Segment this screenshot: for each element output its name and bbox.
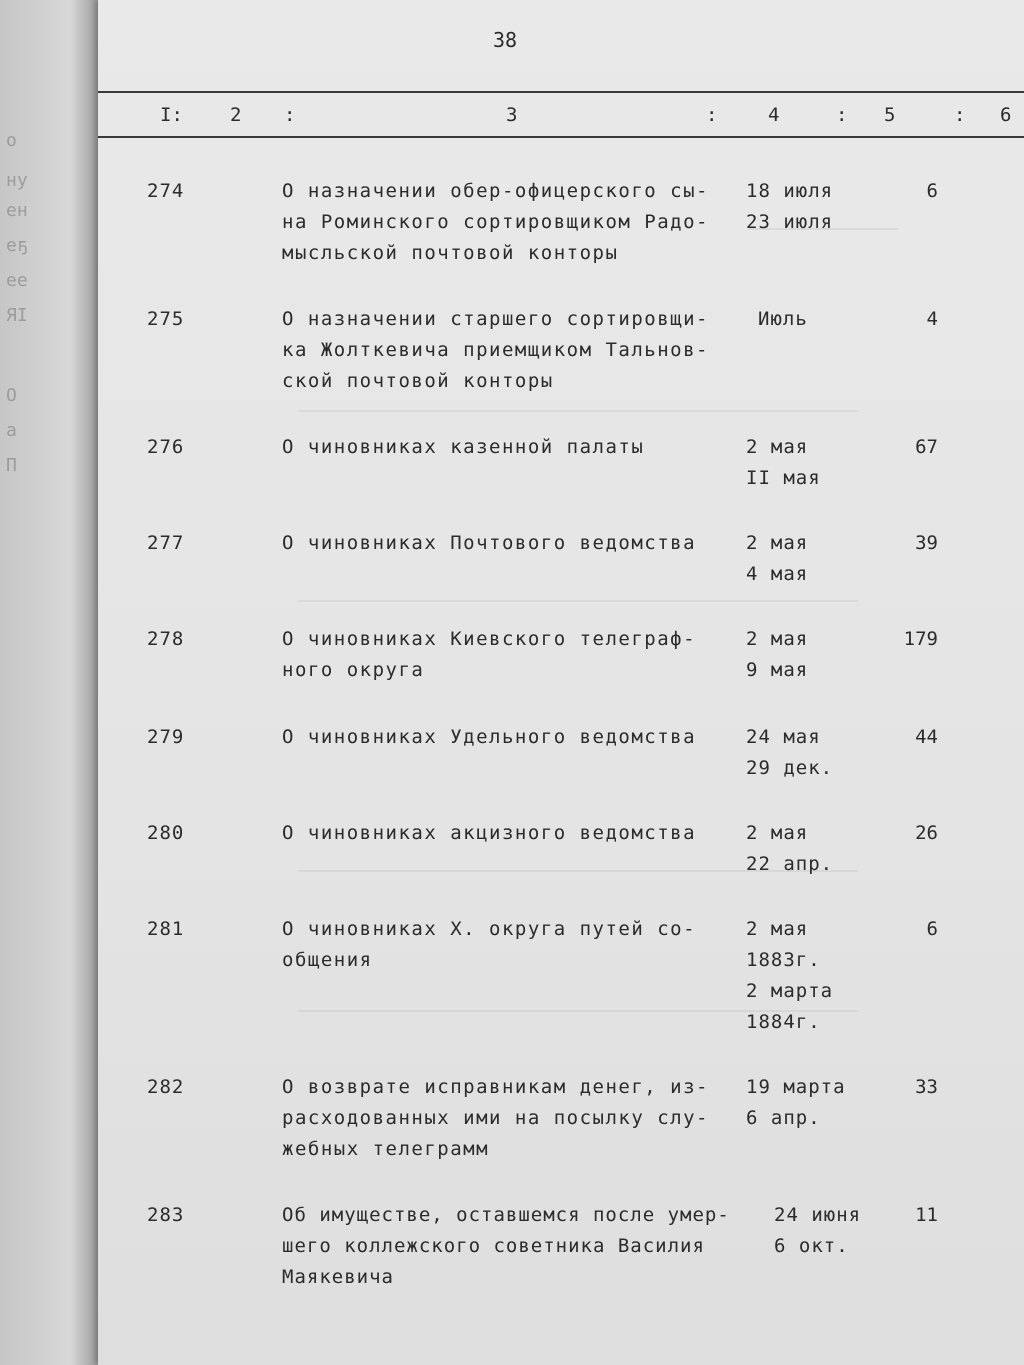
entry-title: О чиновниках акцизного ведомства bbox=[282, 822, 697, 844]
entry-number: 280 bbox=[147, 822, 185, 844]
header-rule-bottom bbox=[98, 136, 1024, 138]
bleed-through-mark bbox=[298, 410, 858, 412]
entry-number: 279 bbox=[147, 726, 185, 748]
entry-sheet-count: 6 bbox=[926, 918, 938, 940]
entry-dates: 24 мая 29 дек. bbox=[746, 726, 834, 779]
entry-number: 277 bbox=[147, 532, 185, 554]
entry-number: 282 bbox=[147, 1076, 185, 1098]
entry-number: 274 bbox=[147, 180, 185, 202]
column-separator: : bbox=[836, 104, 848, 126]
entry-sheet-count: 4 bbox=[926, 308, 938, 330]
entry-title: О назначении обер-офицерского сы- на Роминского сортировщиком Радо- мысльской почтовой конторы bbox=[282, 180, 709, 264]
bleed-through-mark bbox=[298, 600, 858, 602]
entry-title: О назначении старшего сортировщи- ка Жолткевича приемщиком Тальнов- ской почтовой конторы bbox=[282, 308, 709, 392]
column-separator: : bbox=[284, 104, 296, 126]
entry-dates: 2 мая II мая bbox=[746, 436, 821, 489]
entry-dates: 2 мая 22 апр. bbox=[746, 822, 834, 875]
column-header-5: 5 bbox=[884, 104, 896, 126]
entry-title: О чиновниках Х. округа путей со- общения bbox=[282, 918, 697, 971]
column-header-1: I: bbox=[160, 104, 183, 126]
column-header-3: 3 bbox=[506, 104, 518, 126]
previous-page-edge: о ну ен еҕ ее ЯІ О а П bbox=[0, 0, 100, 1365]
entry-sheet-count: 67 bbox=[915, 436, 938, 458]
entry-number: 276 bbox=[147, 436, 185, 458]
column-header-6: 6 bbox=[1000, 104, 1012, 126]
entry-dates: 19 марта 6 апр. bbox=[746, 1076, 846, 1129]
entry-sheet-count: 179 bbox=[903, 628, 938, 650]
entry-sheet-count: 39 bbox=[915, 532, 938, 554]
entry-number: 275 bbox=[147, 308, 185, 330]
entry-title: О чиновниках казенной палаты bbox=[282, 436, 645, 458]
entry-number: 283 bbox=[147, 1204, 185, 1226]
entry-sheet-count: 6 bbox=[926, 180, 938, 202]
entry-sheet-count: 26 bbox=[915, 822, 938, 844]
column-header-4: 4 bbox=[768, 104, 780, 126]
column-separator: : bbox=[954, 104, 966, 126]
entry-number: 281 bbox=[147, 918, 185, 940]
header-rule-top bbox=[98, 91, 1024, 93]
entry-dates: 24 июня 6 окт. bbox=[774, 1204, 862, 1257]
entry-dates: 2 мая 4 мая bbox=[746, 532, 809, 585]
entry-sheet-count: 11 bbox=[915, 1204, 938, 1226]
entry-number: 278 bbox=[147, 628, 185, 650]
page-number: 38 bbox=[493, 28, 518, 52]
entry-dates: 2 мая 9 мая bbox=[746, 628, 809, 681]
entry-dates: Июль bbox=[758, 308, 808, 330]
entry-title: О возврате исправникам денег, из- расходованных ими на посылку слу- жебных телеграмм bbox=[282, 1076, 709, 1160]
document-page bbox=[98, 0, 1024, 1365]
entry-title: О чиновниках Почтового ведомства bbox=[282, 532, 697, 554]
entry-dates: 18 июля 23 июля bbox=[746, 180, 834, 233]
entry-sheet-count: 33 bbox=[915, 1076, 938, 1098]
column-header-2: 2 bbox=[230, 104, 242, 126]
column-separator: : bbox=[706, 104, 718, 126]
entry-dates: 2 мая 1883г. 2 марта 1884г. bbox=[746, 918, 834, 1033]
entry-title: Об имуществе, оставшемся после умер- шего коллежского советника Василия Маякевича bbox=[282, 1204, 730, 1288]
entry-title: О чиновниках Киевского телеграф- ного округа bbox=[282, 628, 697, 681]
entry-sheet-count: 44 bbox=[915, 726, 938, 748]
entry-title: О чиновниках Удельного ведомства bbox=[282, 726, 697, 748]
